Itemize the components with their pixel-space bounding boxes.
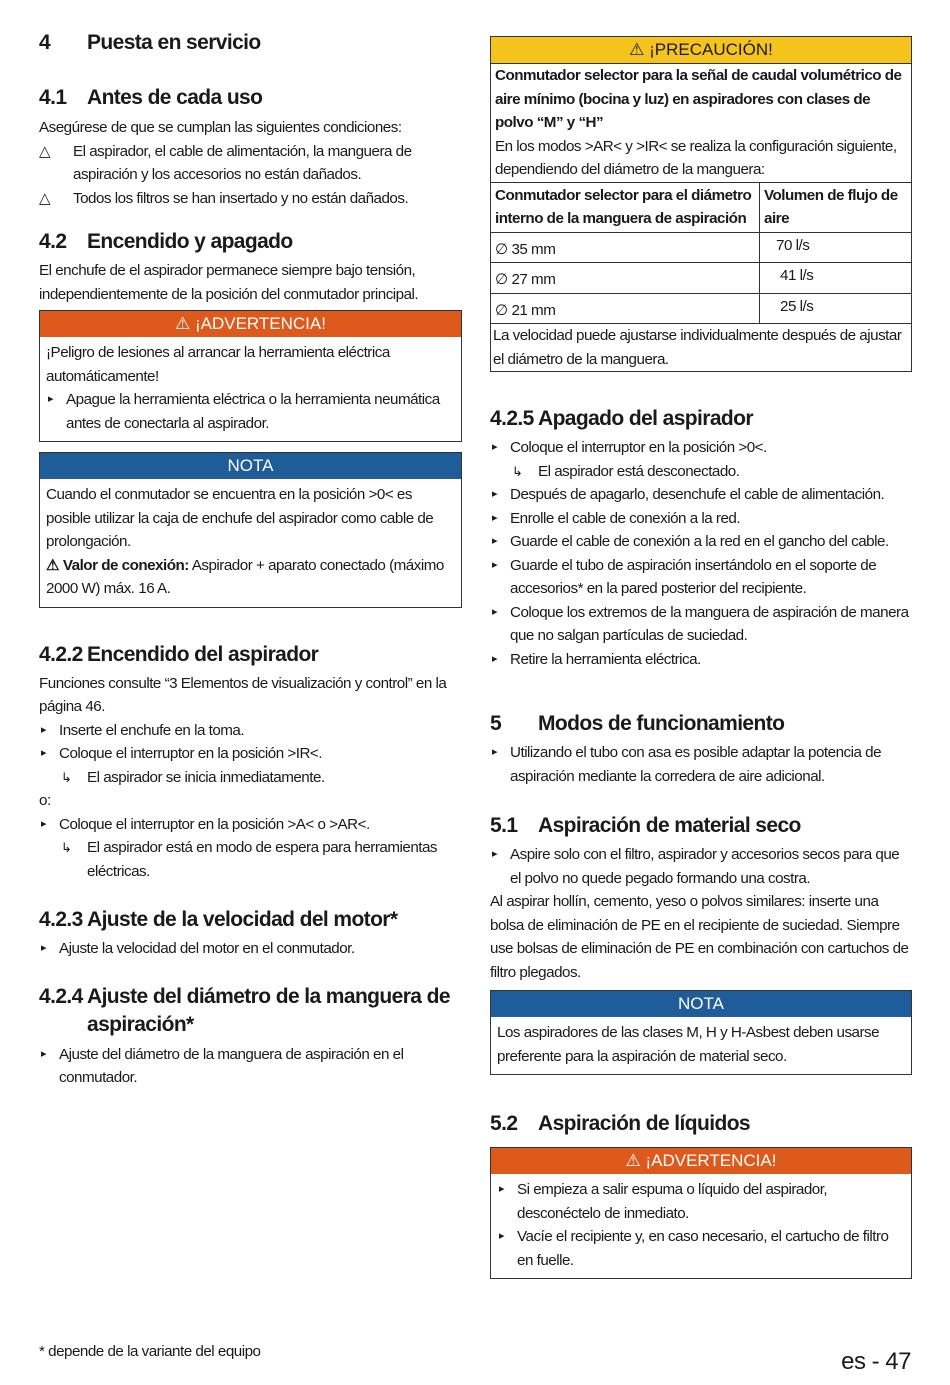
condition-item: △ El aspirador, el cable de alimentación, la manguera de aspiración y los accesorios no están dañados. <box>39 140 462 187</box>
warning-header: ⚠ ¡ADVERTENCIA! <box>491 1148 911 1174</box>
step-item: ▸ Después de apagarlo, desenchufe el cable de alimentación. <box>490 483 912 507</box>
note-header: NOTA <box>40 453 461 479</box>
table-footnote: La velocidad puede ajustarse individualmente después de ajustar el diámetro de la manguera. <box>493 327 902 368</box>
table-row <box>491 263 911 294</box>
note-text: Cuando el conmutador se encuentra en la posición >0< es posible utilizar la caja de enchufe del aspirador como cable de prolongación. <box>46 486 434 550</box>
warning-header: ⚠ ¡ADVERTENCIA! <box>40 311 461 337</box>
section-5-1-text: Al aspirar hollín, cemento, yeso o polvos similares: inserte una bolsa de eliminación de PE en el recipiente de suciedad. Siempre use bolsas de eliminación de PE en combinación con cartuchos de filtro plegados. <box>490 893 909 981</box>
step-item: ▸ Guarde el tubo de aspiración insertándolo en el soporte de accesorios* en la pared posterior del recipiente. <box>490 554 912 601</box>
diameter-table <box>491 182 911 325</box>
table-header-flow: Volumen de flujo de aire <box>760 182 912 232</box>
step-item: ▸ Aspire solo con el filtro, aspirador y accesorios secos para que el polvo no quede pegado formando una costra. <box>490 843 912 890</box>
triangle-icon: △ <box>39 142 51 160</box>
warning-box <box>39 310 462 442</box>
table-row <box>491 232 911 263</box>
section-5-1-heading: 5.1 Aspiración de material seco <box>490 814 801 837</box>
note-box <box>39 452 462 608</box>
step-item: ▸ Coloque el interruptor en la posición >0<. <box>490 436 912 460</box>
connection-value: ⚠ Valor de conexión: Aspirador + aparato conectado (máximo 2000 W) máx. 16 A. <box>46 556 444 597</box>
note-box <box>490 990 912 1075</box>
step-item: ▸ Coloque el interruptor en la posición >IR<. <box>39 742 462 766</box>
result-item: ↳ El aspirador está desconectado. <box>490 460 912 484</box>
arrow-icon: ↳ <box>61 769 72 785</box>
step-item: ▸ Inserte el enchufe en la toma. <box>39 719 462 743</box>
table-row <box>491 293 911 324</box>
step-item: ▸ Coloque los extremos de la manguera de aspiración de manera que no salgan partículas de suciedad. <box>490 601 912 648</box>
table-header-diameter: Conmutador selector para el diámetro interno de la manguera de aspiración <box>491 182 760 232</box>
caution-header: ⚠ ¡PRECAUCIÓN! <box>491 37 911 63</box>
table-cell-diameter: ∅ 21 mm <box>491 293 760 324</box>
warning-box <box>490 1147 912 1279</box>
warning-item: ▸ Si empieza a salir espuma o líquido del aspirador, desconéctelo de inmediato. <box>497 1178 905 1225</box>
table-cell-flow: 25 l/s <box>760 293 912 324</box>
table-cell-diameter: ∅ 35 mm <box>491 232 760 263</box>
result-item: ↳ El aspirador se inicia inmediatamente. <box>39 766 462 790</box>
step-item: ▸ Utilizando el tubo con asa es posible adaptar la potencia de aspiración mediante la corredera de aire adicional. <box>490 741 912 788</box>
section-4-2-heading: 4.2 Encendido y apagado <box>39 230 293 253</box>
step-item: ▸ Coloque el interruptor en la posición >A< o >AR<. <box>39 813 462 837</box>
footnote: * depende de la variante del equipo <box>39 1343 261 1360</box>
arrow-icon: ↳ <box>512 463 523 479</box>
step-item: ▸ Enrolle el cable de conexión a la red. <box>490 507 912 531</box>
section-4-2-3-heading: 4.2.3 Ajuste de la velocidad del motor* <box>39 908 398 931</box>
section-4-2-4-heading: 4.2.4 Ajuste del diámetro de la manguera de aspiración* <box>39 984 450 1036</box>
section-4-2-5-heading: 4.2.5 Apagado del aspirador <box>490 407 753 430</box>
section-4-1-intro: Asegúrese de que se cumplan las siguientes condiciones: <box>39 119 402 136</box>
step-item: ▸ Ajuste del diámetro de la manguera de aspiración en el conmutador. <box>39 1043 462 1090</box>
warning-item: ▸ Apague la herramienta eléctrica o la herramienta neumática antes de conectarla al aspirador. <box>46 388 455 435</box>
section-4-1-heading: 4.1 Antes de cada uso <box>39 86 263 109</box>
step-item: ▸ Guarde el cable de conexión a la red en el gancho del cable. <box>490 530 912 554</box>
result-item: ↳ El aspirador está en modo de espera para herramientas eléctricas. <box>39 836 462 883</box>
section-5-2-heading: 5.2 Aspiración de líquidos <box>490 1112 750 1135</box>
table-cell-flow: 41 l/s <box>760 263 912 294</box>
section-4-2-text: El enchufe de el aspirador permanece siempre bajo tensión, independientemente de la posición del conmutador principal. <box>39 262 419 303</box>
page-number: es - 47 <box>841 1348 911 1375</box>
arrow-icon: ↳ <box>61 840 72 855</box>
section-5-heading: 5 Modos de funcionamiento <box>490 712 785 735</box>
table-cell-flow: 70 l/s <box>760 232 912 263</box>
note-text: Los aspiradores de las clases M, H y H-Asbest deben usarse preferente para la aspiración de material seco. <box>497 1024 880 1065</box>
section-4-2-2-text: Funciones consulte “3 Elementos de visualización y control” en la página 46. <box>39 674 447 715</box>
warning-text: ¡Peligro de lesiones al arrancar la herramienta eléctrica automáticamente! <box>46 344 390 385</box>
condition-item: △ Todos los filtros se han insertado y no están dañados. <box>39 187 462 211</box>
section-4-2-2-heading: 4.2.2 Encendido del aspirador <box>39 642 319 666</box>
note-header: NOTA <box>491 991 911 1017</box>
warning-item: ▸ Vacíe el recipiente y, en caso necesario, el cartucho de filtro en fuelle. <box>497 1225 905 1272</box>
step-item: ▸ Ajuste la velocidad del motor en el conmutador. <box>39 937 462 961</box>
section-4-heading: 4 Puesta en servicio <box>39 31 261 54</box>
left-column <box>39 28 462 1090</box>
step-item: ▸ Retire la herramienta eléctrica. <box>490 648 912 672</box>
caution-text: En los modos >AR< y >IR< se realiza la configuración siguiente, dependiendo del diámetro de la manguera: <box>495 137 897 178</box>
or-label: o: <box>39 792 51 809</box>
table-cell-diameter: ∅ 27 mm <box>491 263 760 294</box>
caution-bold-text: Conmutador selector para la señal de caudal volumétrico de aire mínimo (bocina y luz) en aspiradores con clases de polvo “M” y “H” <box>495 67 902 131</box>
right-column <box>490 36 912 1279</box>
triangle-icon: △ <box>39 189 51 207</box>
caution-box <box>490 36 912 372</box>
